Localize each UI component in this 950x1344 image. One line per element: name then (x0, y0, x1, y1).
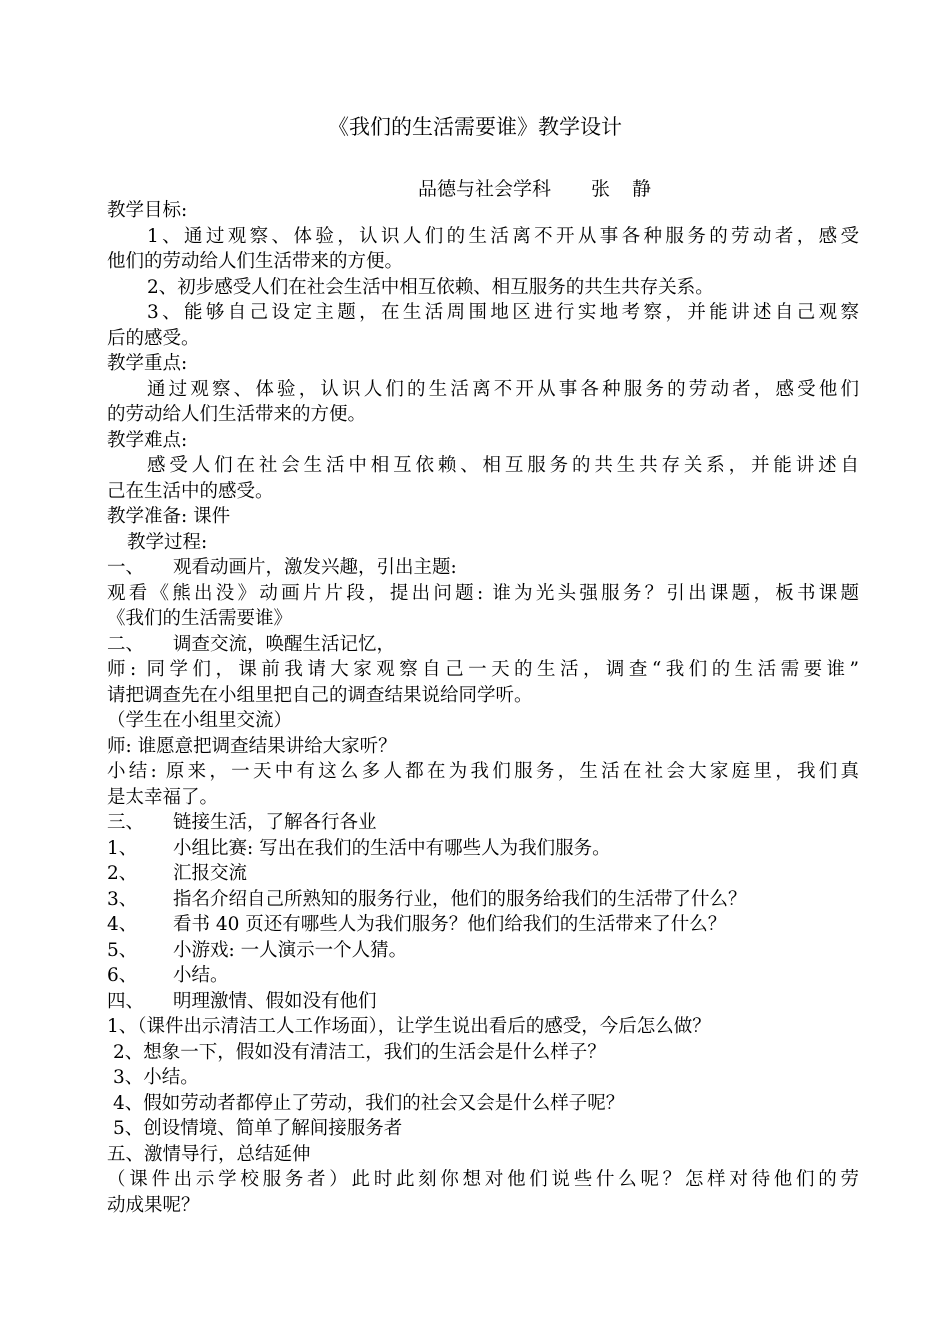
difficulties-heading: 教学难点: (107, 429, 188, 451)
author-name-first: 张 (591, 178, 611, 200)
section-2-line-5: 小结: 原来，一天中有这么多人都在为我们服务，生活在社会大家庭里，我们真 (107, 761, 859, 782)
list-item-number: 2、 (107, 863, 138, 884)
key-points-line-1: 通过观察、体验，认识人们的生活离不开从事各种服务的劳动者，感受他们 (147, 378, 859, 400)
section-2-title: 调查交流，唤醒生活记忆， (173, 633, 396, 655)
section-2-line-3: （学生在小组里交流） (107, 710, 293, 731)
section-2-heading (107, 632, 859, 658)
goal-1-line-2: 他们的劳动给人们生活带来的方便。 (107, 251, 404, 272)
section-5-line-1: （课件出示学校服务者）此时此刻你想对他们说些什么呢？怎样对待他们的劳 (107, 1169, 859, 1190)
section-3-heading (107, 810, 859, 836)
key-points-heading: 教学重点: (107, 353, 188, 374)
section-4-item-2: 2、想象一下，假如没有清洁工，我们的生活会是什么样子？ (113, 1041, 606, 1063)
preparation-line: 教学准备: 课件 (107, 506, 231, 527)
section-1-heading (107, 555, 859, 581)
goal-3-line-1: 3、能够自己设定主题，在生活周围地区进行实地考察，并能讲述自己观察 (147, 302, 859, 323)
goal-3-line-2: 后的感受。 (107, 327, 200, 349)
goals-heading: 教学目标: (107, 200, 188, 221)
list-item-text: 看书 40 页还有哪些人为我们服务？他们给我们的生活带来了什么？ (173, 914, 727, 935)
section-1-number: 一、 (107, 557, 145, 578)
list-item (107, 861, 859, 887)
list-item-number: 3、 (107, 888, 138, 910)
section-4-item-5: 5、创设情境、简单了解间接服务者 (113, 1118, 403, 1139)
list-item-text: 小游戏: 一人演示一个人猜。 (173, 939, 408, 961)
list-item (107, 938, 859, 964)
section-5-line-2: 动成果呢？ (107, 1194, 200, 1216)
section-1-line-2: 《我们的生活需要谁》 (107, 608, 293, 629)
section-4-item-1: 1、（课件出示清洁工人工作场面），让学生说出看后的感受，今后怎么做？ (107, 1016, 711, 1037)
document-title: 《我们的生活需要谁》教学设计 (328, 115, 622, 139)
section-1-line-1: 观看《熊出没》动画片片段，提出问题: 谁为光头强服务？引出课题，板书课题 (107, 582, 859, 604)
list-item-text: 小结。 (173, 965, 229, 986)
list-item-text: 汇报交流 (173, 863, 248, 884)
list-item (107, 963, 859, 989)
section-4-item-3: 3、小结。 (113, 1067, 199, 1088)
section-2-line-4: 师: 谁愿意把调查结果讲给大家听？ (107, 735, 397, 757)
difficulties-line-1: 感受人们在社会生活中相互依赖、相互服务的共生共存关系，并能讲述自 (147, 455, 859, 476)
list-item-number: 6、 (107, 965, 138, 986)
section-1-title: 观看动画片，激发兴趣，引出主题: (173, 557, 457, 578)
section-2-number: 二、 (107, 633, 145, 655)
section-2-line-6: 是太幸福了。 (107, 786, 219, 808)
list-item (107, 912, 859, 938)
difficulties-line-2: 己在生活中的感受。 (107, 480, 274, 502)
list-item-number: 5、 (107, 939, 138, 961)
list-item-text: 小组比赛: 写出在我们的生活中有哪些人为我们服务。 (173, 837, 611, 859)
section-4-heading (107, 989, 859, 1015)
section-4-title: 明理激情、假如没有他们 (173, 990, 377, 1012)
section-2-line-1: 师: 同学们，课前我请大家观察自己一天的生活，调查“我们的生活需要谁” (107, 659, 859, 680)
list-item-number: 1、 (107, 837, 138, 859)
goal-1-line-1: 1、通过观察、体验，认识人们的生活离不开从事各种服务的劳动者，感受 (147, 225, 859, 247)
section-5-heading: 五、激情导行，总结延伸 (107, 1143, 311, 1165)
goal-2: 2、初步感受人们在社会生活中相互依赖、相互服务的共生共存关系。 (147, 276, 714, 298)
key-points-line-2: 的劳动给人们生活带来的方便。 (107, 404, 367, 425)
list-item-number: 4、 (107, 914, 138, 935)
section-4-number: 四、 (107, 990, 145, 1012)
list-item-text: 指名介绍自己所熟知的服务行业，他们的服务给我们的生活带了什么？ (173, 888, 747, 910)
section-2-line-2: 请把调查先在小组里把自己的调查结果说给同学听。 (107, 684, 533, 706)
document-body (107, 198, 859, 1218)
author-subject: 品德与社会学科 (418, 178, 552, 200)
list-item (107, 836, 859, 862)
section-3-title: 链接生活，了解各行各业 (173, 812, 377, 833)
process-heading: 教学过程: (127, 531, 208, 553)
author-name-second: 静 (632, 178, 652, 200)
list-item (107, 887, 859, 913)
section-3-number: 三、 (107, 812, 145, 833)
section-4-item-4: 4、假如劳动者都停止了劳动，我们的社会又会是什么样子呢？ (113, 1092, 625, 1114)
